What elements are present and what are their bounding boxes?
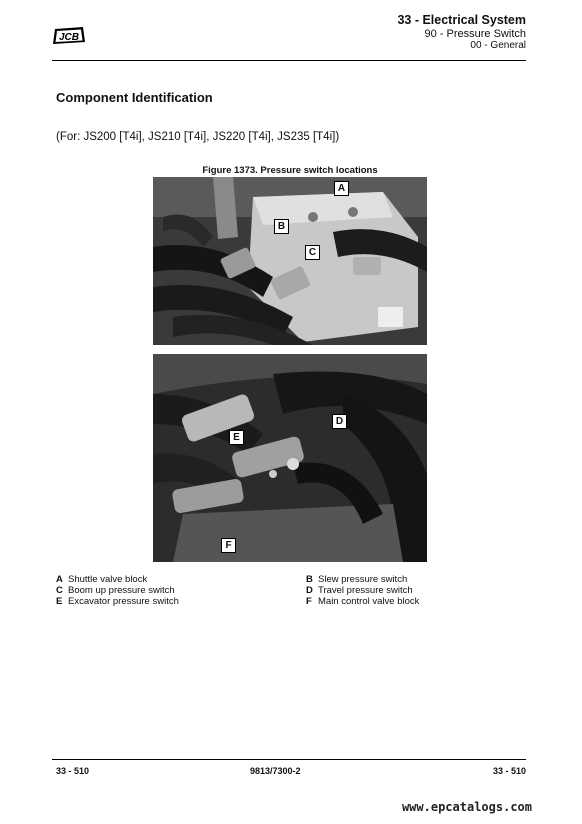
legend-text: Shuttle valve block (68, 574, 148, 585)
subsection-title: 90 - Pressure Switch (424, 28, 526, 40)
callout-f: F (221, 538, 236, 553)
footer-rule (52, 759, 526, 760)
jcb-logo (52, 26, 86, 45)
legend-text: Excavator pressure switch (68, 596, 179, 607)
model-applicability: (For: JS200 [T4i], JS210 [T4i], JS220 [T4i], JS235 [T4i]) (56, 131, 340, 143)
legend-item (56, 585, 179, 596)
header-rule (52, 60, 526, 61)
footer-page-right: 33 - 510 (492, 766, 526, 776)
legend-key: B (306, 574, 313, 585)
watermark-link[interactable]: www.epcatalogs.com (401, 800, 532, 814)
callout-d: D (332, 414, 347, 429)
legend-text: Boom up pressure switch (68, 585, 175, 596)
legend-item (306, 574, 419, 585)
callout-b: B (274, 219, 289, 234)
legend-key: C (56, 585, 63, 596)
legend-left (56, 574, 179, 607)
section-title: 33 - Electrical System (397, 13, 526, 27)
footer-page-left: 33 - 510 (56, 766, 90, 776)
legend-key: F (306, 596, 312, 607)
figure-photo-bottom (153, 354, 427, 562)
callout-a: A (334, 181, 349, 196)
callout-e: E (229, 430, 244, 445)
legend-item (306, 585, 419, 596)
legend-key: A (56, 574, 63, 585)
figure-photo-top (153, 177, 427, 345)
legend-right (306, 574, 419, 607)
legend-item (306, 596, 419, 607)
footer-doc-number: 9813/7300-2 (250, 766, 301, 776)
callout-c: C (305, 245, 320, 260)
legend-key: E (56, 596, 63, 607)
page-header (397, 13, 526, 52)
legend-text: Travel pressure switch (318, 585, 413, 596)
legend-key: D (306, 585, 313, 596)
jcb-logo-text: JCB (58, 32, 80, 43)
legend-item (56, 596, 179, 607)
figure-caption: Figure 1373. Pressure switch locations (202, 165, 378, 176)
legend-text: Slew pressure switch (318, 574, 408, 585)
legend-text: Main control valve block (318, 596, 420, 607)
page-title: Component Identification (56, 90, 213, 105)
subsubsection-title: 00 - General (470, 40, 526, 51)
legend-item (56, 574, 179, 585)
